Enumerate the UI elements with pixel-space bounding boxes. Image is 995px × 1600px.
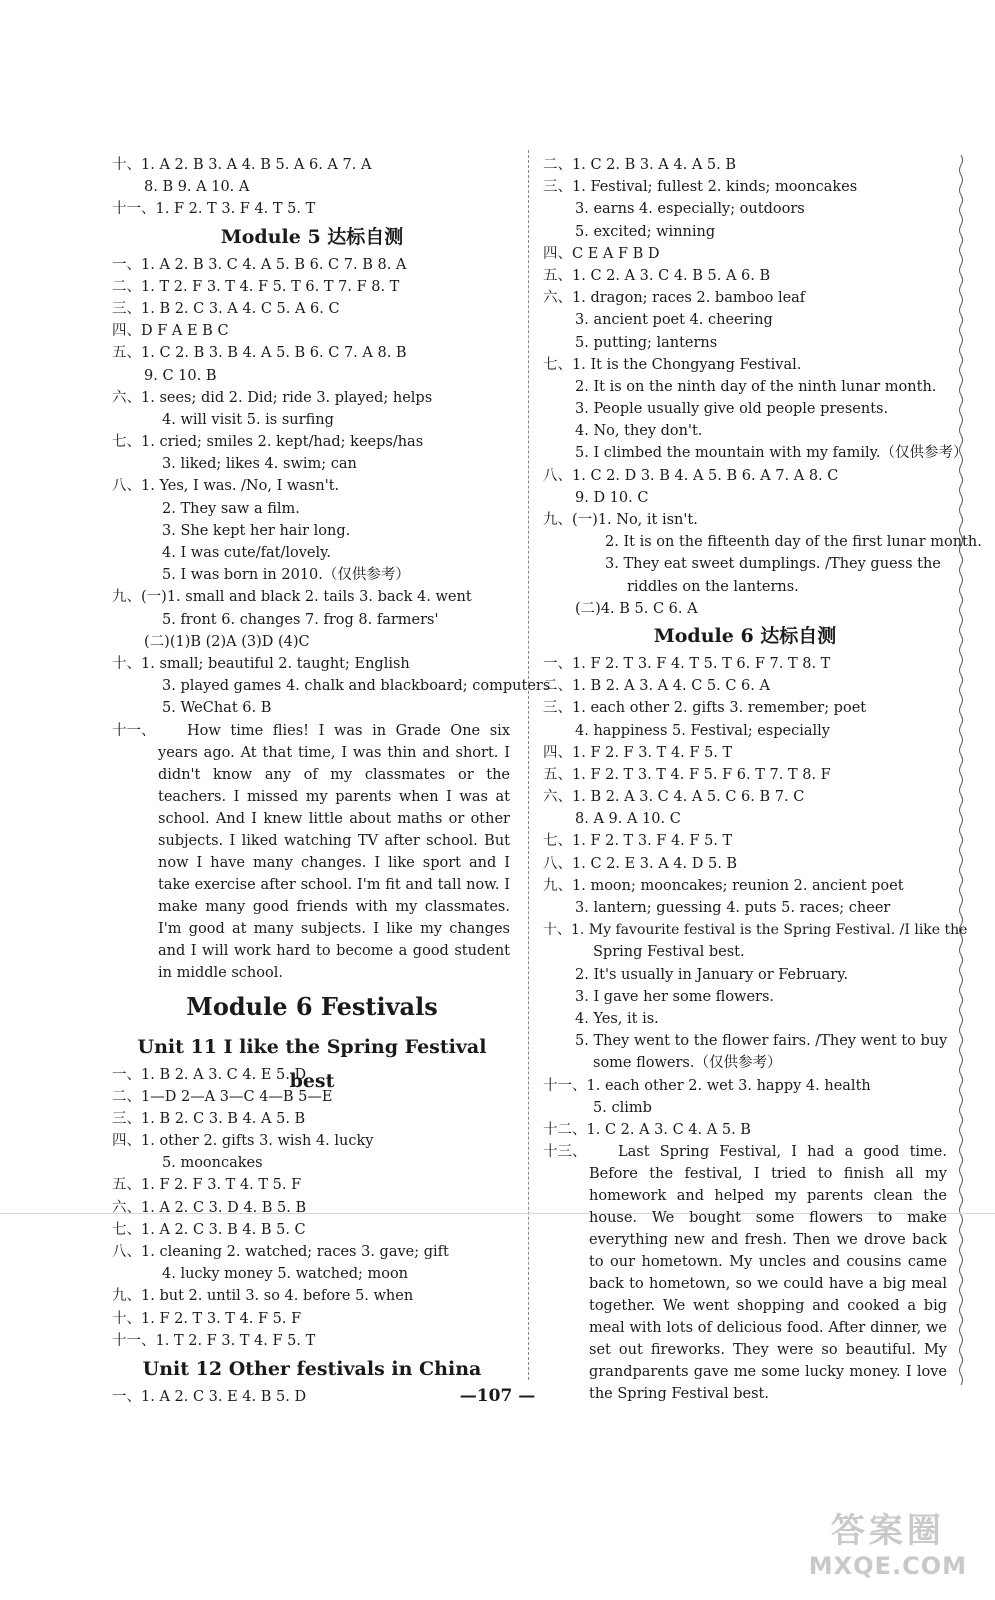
answer-line: 4. No, they don't. xyxy=(575,423,703,440)
page-number: —107 — xyxy=(459,1386,536,1406)
unit-title-12: Unit 12 Other festivals in China xyxy=(142,1357,482,1380)
answer-line: 四、C E A F B D xyxy=(543,245,660,262)
page-edge-wavy-line xyxy=(958,155,964,1385)
answer-line: 十、1. small; beautiful 2. taught; English xyxy=(112,655,410,672)
essay-paragraph: Last Spring Festival, I had a good time. Before the festival, I tried to finish all my homework and helped my parents clean the house. We bought some flowers to make everything new and fresh. Then we drove back to our hometown. My uncles and cousins came back to hometown, so we could have a big meal together. We went shopping and cooked a big meal with lots of delicious food. After dinner, we set out fireworks. They were so beautiful. My grandparents gave me some lucky money. I love the Spring Festival best. xyxy=(589,1144,947,1403)
answer-line: 五、1. C 2. B 3. B 4. A 5. B 6. C 7. A 8. B xyxy=(112,345,407,362)
answer-line: 2. It's usually in January or February. xyxy=(575,966,849,983)
answer-line: 十二、1. C 2. A 3. C 4. A 5. B xyxy=(543,1121,751,1138)
answer-line: (二)(1)B (2)A (3)D (4)C xyxy=(144,633,310,650)
answer-line: 四、1. F 2. F 3. T 4. F 5. T xyxy=(543,744,733,761)
answer-line: 五、1. C 2. A 3. C 4. B 5. A 6. B xyxy=(543,267,771,284)
answer-line: 九、1. but 2. until 3. so 4. before 5. when xyxy=(112,1288,414,1305)
answer-line: some flowers.（仅供参考） xyxy=(593,1055,782,1072)
essay-label: 十一、 xyxy=(112,722,156,739)
essay-block-right xyxy=(543,1141,947,1405)
answer-line: 4. will visit 5. is surfing xyxy=(162,411,334,428)
unit-title-11: Unit 11 I like the Spring Festival best xyxy=(137,1035,487,1092)
answer-line: 5. They went to the flower fairs. /They went to buy xyxy=(575,1033,948,1050)
answer-line: 六、1. A 2. C 3. D 4. B 5. B xyxy=(112,1199,307,1216)
section-title-module5-test: Module 5 达标自测 xyxy=(220,225,404,248)
answer-line: 十一、1. each other 2. wet 3. happy 4. health xyxy=(543,1077,871,1094)
answer-line: 3. They eat sweet dumplings. /They guess the xyxy=(605,556,941,573)
answer-line: 4. Yes, it is. xyxy=(575,1010,659,1027)
answer-line: 七、1. A 2. C 3. B 4. B 5. C xyxy=(112,1221,306,1238)
column-divider xyxy=(528,150,529,1380)
answer-line: 十一、1. T 2. F 3. T 4. F 5. T xyxy=(112,1332,316,1349)
answer-line: 五、1. F 2. T 3. T 4. F 5. F 6. T 7. T 8. F xyxy=(543,766,831,783)
right-column xyxy=(543,154,982,1405)
answer-line: 5. mooncakes xyxy=(162,1155,263,1172)
answer-line: 五、1. F 2. F 3. T 4. T 5. F xyxy=(112,1177,302,1194)
answer-line: 2. It is on the ninth day of the ninth lunar month. xyxy=(575,378,937,395)
answer-line: 二、1. B 2. A 3. A 4. C 5. C 6. A xyxy=(543,678,770,695)
watermark-top: 答案圈 xyxy=(830,1511,945,1551)
answer-line: 八、1. Yes, I was. /No, I wasn't. xyxy=(112,478,340,495)
answer-line: 二、1. C 2. B 3. A 4. A 5. B xyxy=(543,157,737,173)
answer-line: 十、1. My favourite festival is the Spring Festival. /I like the xyxy=(543,922,968,939)
answer-line: 一、1. B 2. A 3. C 4. E 5. D xyxy=(112,1066,307,1083)
answer-line: 八、1. C 2. E 3. A 4. D 5. B xyxy=(543,855,738,872)
answer-line: 三、1. Festival; fullest 2. kinds; mooncakes xyxy=(543,179,858,196)
answer-line: 8. B 9. A 10. A xyxy=(144,179,250,196)
answer-line: 2. They saw a film. xyxy=(162,500,300,517)
answer-line: 3. lantern; guessing 4. puts 5. races; cheer xyxy=(575,900,891,916)
answer-line: 七、1. It is the Chongyang Festival. xyxy=(543,356,802,373)
left-column xyxy=(112,154,551,1408)
answer-line: 2. It is on the fifteenth day of the first lunar month. xyxy=(605,534,982,551)
answer-line: Spring Festival best. xyxy=(593,944,745,961)
answer-line: 十一、1. F 2. T 3. F 4. T 5. T xyxy=(112,201,316,218)
answer-line: 5. I climbed the mountain with my family.（仅供参考） xyxy=(575,445,968,462)
answer-line: 5. excited; winning xyxy=(575,223,716,240)
answer-line: 3. People usually give old people presents. xyxy=(575,401,889,418)
answer-line: 5. putting; lanterns xyxy=(575,334,718,351)
answer-line: 七、1. cried; smiles 2. kept/had; keeps/has xyxy=(112,434,424,451)
answer-line: 5. climb xyxy=(593,1099,652,1116)
answer-line: 四、D F A E B C xyxy=(112,323,229,340)
essay-label: 十三、 xyxy=(543,1144,587,1161)
answer-line: 5. WeChat 6. B xyxy=(162,700,272,717)
answer-line: 4. I was cute/fat/lovely. xyxy=(162,545,332,561)
answer-line: 六、1. dragon; races 2. bamboo leaf xyxy=(543,290,806,307)
answer-line: 九、1. moon; mooncakes; reunion 2. ancient poet xyxy=(543,877,904,894)
answer-line: 3. She kept her hair long. xyxy=(162,522,351,539)
answer-line: 3. ancient poet 4. cheering xyxy=(575,312,773,329)
answer-line: 八、1. cleaning 2. watched; races 3. gave; gift xyxy=(112,1244,449,1260)
answer-line: 8. A 9. A 10. C xyxy=(575,811,681,828)
answer-line: 三、1. each other 2. gifts 3. remember; poet xyxy=(543,700,867,717)
answer-line: 六、1. sees; did 2. Did; ride 3. played; helps xyxy=(112,389,433,406)
answer-line: 3. I gave her some flowers. xyxy=(575,988,775,1005)
answer-line: 十、1. A 2. B 3. A 4. B 5. A 6. A 7. A xyxy=(112,157,372,173)
answer-line: 3. played games 4. chalk and blackboard; computers xyxy=(162,678,551,695)
answer-line: 九、(一)1. No, it isn't. xyxy=(543,512,698,528)
answer-line: riddles on the lanterns. xyxy=(627,578,799,595)
watermark-bottom: MXQE.COM xyxy=(808,1552,967,1580)
watermark-logo xyxy=(809,1503,967,1580)
answer-line: 一、1. A 2. B 3. C 4. A 5. B 6. C 7. B 8. A xyxy=(112,256,407,273)
answer-line: 二、1. T 2. F 3. T 4. F 5. T 6. T 7. F 8. T xyxy=(112,278,400,295)
answer-line: 四、1. other 2. gifts 3. wish 4. lucky xyxy=(112,1133,374,1150)
answer-line: 八、1. C 2. D 3. B 4. A 5. B 6. A 7. A 8. C xyxy=(543,467,839,484)
answer-line: 5. I was born in 2010.（仅供参考） xyxy=(162,567,410,584)
answer-line: 3. liked; likes 4. swim; can xyxy=(162,456,357,473)
answer-line: 十、1. F 2. T 3. T 4. F 5. F xyxy=(112,1310,302,1327)
answer-line: 三、1. B 2. C 3. A 4. C 5. A 6. C xyxy=(112,300,340,317)
answer-line: 七、1. F 2. T 3. F 4. F 5. T xyxy=(543,833,733,850)
answer-line: 二、1—D 2—A 3—C 4—B 5—E xyxy=(112,1088,333,1105)
module-title-festivals: Module 6 Festivals xyxy=(186,991,438,1021)
answer-line: 9. C 10. B xyxy=(144,367,217,384)
answer-line: 9. D 10. C xyxy=(575,489,649,506)
answer-line: 九、(一)1. small and black 2. tails 3. back 4. went xyxy=(112,589,472,606)
answer-line: 一、1. F 2. T 3. F 4. T 5. T 6. F 7. T 8. T xyxy=(543,655,831,672)
answer-line: 4. happiness 5. Festival; especially xyxy=(575,722,830,739)
answer-line: 六、1. B 2. A 3. C 4. A 5. C 6. B 7. C xyxy=(543,789,805,806)
answer-line: 一、1. A 2. C 3. E 4. B 5. D xyxy=(112,1388,307,1405)
section-title-module6-test: Module 6 达标自测 xyxy=(653,624,837,647)
answer-line: (二)4. B 5. C 6. A xyxy=(575,600,698,617)
essay-paragraph: How time flies! I was in Grade One six years ago. At that time, I was thin and short. I didn't know any of my classmates or the teachers. I missed my parents when I was at school. And I knew little about maths or other subjects. I liked watching TV after school. But now I have many changes. I like sport and I take exercise after school. I'm fit and tall now. I make many good friends with my classmates. I'm good at many subjects. I like my changes and I will work hard to become a good student in middle school. xyxy=(158,722,510,981)
answer-line: 3. earns 4. especially; outdoors xyxy=(575,201,805,218)
essay-block-left xyxy=(112,720,512,984)
answer-line: 5. front 6. changes 7. frog 8. farmers' xyxy=(162,611,439,628)
answer-line: 4. lucky money 5. watched; moon xyxy=(162,1266,409,1283)
answer-line: 三、1. B 2. C 3. B 4. A 5. B xyxy=(112,1110,306,1127)
